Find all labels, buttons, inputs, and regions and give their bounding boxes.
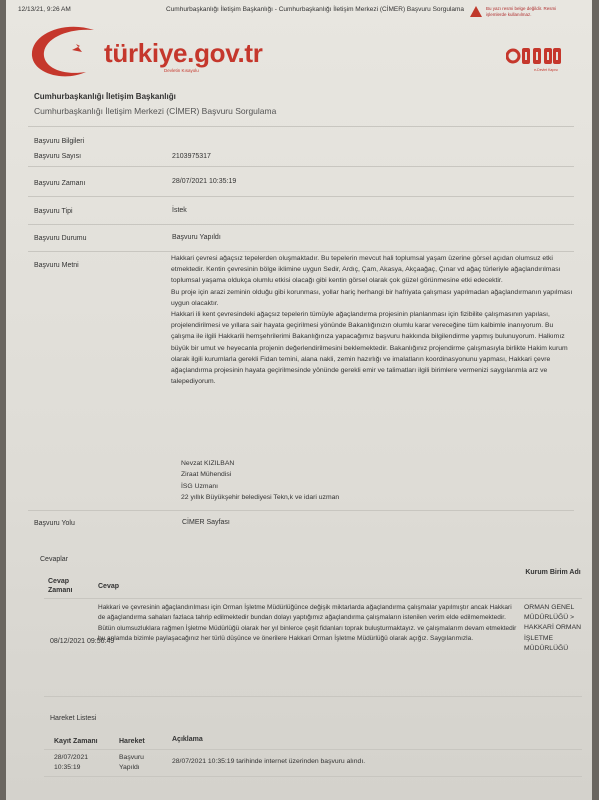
- col-header-cevap: Cevap: [98, 583, 120, 590]
- field-label-metin: Başvuru Metni: [34, 262, 79, 269]
- crescent-swoosh-icon: [24, 22, 104, 82]
- not-official-warning: [470, 6, 582, 17]
- field-label-yolu: Başvuru Yolu: [34, 520, 75, 527]
- divider: [44, 776, 582, 777]
- hareket-zamani: 28/07/2021 10:35:19: [54, 754, 89, 771]
- print-header: [18, 6, 582, 20]
- hareket-aciklama: 28/07/2021 10:35:19 tarihinde internet üzerinden başvuru alındı.: [172, 758, 366, 765]
- metin-paragraph: Hakkari çevresi ağaçsız tepelerden oluşmaktadır. Bu tepelerin mevcut hali toplumsal yaşam üzerine görsel açıdan olumsuz etki etmektedir. Kentin çevresinin bölge iklimine uygun Sedir, Ardıç, Çam, Akasya, Akçaağaç, Çınar vd ağaç türleriyle ağaçlandırılması toplumsal yaşama oldukça olumlu etkisi olacağı gibi kentin görsel olarak çok güzel görünmesine etki edecektir.: [171, 255, 561, 285]
- signature-title: Ziraat Mühendisi: [181, 471, 232, 479]
- metin-paragraph: Bu proje için arazi zeminin olduğu gibi korunması, yollar hariç herhangi bir hafriyata çalışması yapılmadan ağaçlandırmanın yapılması uygun olacaktır.: [171, 288, 573, 307]
- divider: [28, 251, 574, 252]
- col-header-hareket: Hareket: [119, 738, 145, 745]
- divider: [28, 224, 574, 225]
- edevlet-subtitle: e-Devlet Kapısı: [534, 68, 558, 72]
- section-title-cevaplar: Cevaplar: [40, 556, 69, 563]
- field-label-tipi: Başvuru Tipi: [34, 208, 73, 215]
- print-page-title: Cumhurbaşkanlığı İletişim Başkanlığı - Cumhurbaşkanlığı İletişim Merkezi (CİMER) Başvuru Sorgulama: [166, 6, 465, 13]
- kurum-birim: ORMAN GENEL MÜDÜRLÜĞÜ > HAKKARİ ORMAN İŞLETME MÜDÜRLÜĞÜ: [524, 604, 582, 652]
- col-header-kurum: Kurum Birim Adı: [525, 569, 581, 576]
- col-header-kayit-zamani: Kayıt Zamanı: [54, 738, 98, 745]
- field-value-tipi: İstek: [172, 207, 187, 214]
- section-title-hareket: Hareket Listesi: [50, 715, 97, 722]
- turkiye-gov-logo: [24, 22, 284, 82]
- document-page: [6, 0, 592, 800]
- field-label-zaman: Başvuru Zamanı: [34, 180, 86, 187]
- signature-name: Nevzat KIZILBAN: [181, 460, 235, 467]
- section-title-basvuru: Başvuru Bilgileri: [34, 138, 85, 145]
- divider: [28, 196, 574, 197]
- field-value-yolu: CİMER Sayfası: [182, 519, 230, 526]
- field-value-sayi: 2103975317: [172, 153, 211, 160]
- divider: [28, 126, 574, 127]
- cevap-zamani: 08/12/2021 09:56:49: [50, 638, 115, 645]
- field-value-durum: Başvuru Yapıldı: [172, 234, 221, 241]
- basvuru-metni: [171, 253, 573, 387]
- signature-title: İSG Uzmanı: [181, 482, 219, 490]
- field-label-sayi: Başvuru Sayısı: [34, 153, 82, 160]
- page-title: Cumhurbaşkanlığı İletişim Merkezi (CİMER) Başvuru Sorgulama: [34, 106, 277, 116]
- field-label-durum: Başvuru Durumu: [34, 235, 87, 242]
- org-name: Cumhurbaşkanlığı İletişim Başkanlığı: [34, 92, 176, 101]
- divider: [44, 696, 582, 697]
- divider: [28, 166, 574, 167]
- metin-paragraph: Hakkari ili kent çevresindeki ağaçsız tepelerin tümüyle ağaçlandırma projesinin planlanması için fizibilite çalışmasının yapılası, projelendirilmesi ve yıllara sair hayata geçirilmesi yönünde Bakanlığınızın olumlu karar vereceğine tüm kalbimle inanıyorum. Bu çalışma ile ilgili Hakkarili hemşehrilerimi Bakanlığınıza yapacağımız başvuru hakkında bilgilendirme yapmış bulunuyorum. Halkımız büyük bir umut ve heyecanla projenin değerlendirilmesini beklemektedir. Bakanlığınız projendirme çalışmasıyla birlikte Hakim kurum olarak ilgili kurumlarla gerekli Fidan temini, alana nakli, zemin hazırlığı ve imalatların koordinasyonunu yapması, Hakkari çevre ağaçlandırma projesinin hayata geçirilmesinde yönünde gerekli emir ve talimatları ilgili birimlere vermenizi saygılarımla arz ve talepediyorum.: [171, 311, 568, 386]
- divider: [44, 598, 582, 599]
- edevlet-logo-icon: [506, 44, 562, 68]
- divider: [44, 749, 582, 750]
- signature-title: 22 yıllık Büyükşehir belediyesi Tekn,k ve idari uzman: [181, 493, 340, 501]
- warning-icon: [470, 6, 482, 17]
- warning-text: Bu yazı resmi belge değildir. Resmi işlemlerde kullanılmaz.: [486, 6, 557, 17]
- divider: [28, 510, 574, 511]
- logo-subtitle: Devletin Kısayolu: [164, 68, 199, 73]
- signature-block: [181, 458, 339, 503]
- field-value-zaman: 28/07/2021 10:35:19: [172, 178, 237, 185]
- cevap-text: Hakkari ve çevresinin ağaçlandırılması için Orman İşletme Müdürlüğünce değişik miktarlarda ağaçlandırma çalışmalar yapılmıştır ancak Hakkari de ağaçlandırma sahaları fazlaca tahrip edilmektedir bundan dolayı yaptığımız ağaçlandırma çalışmaların istenilen verim elde edilmemektedir. Bütün olumsuzluklara rağmen İşletme Müdürlüğü olarak her yıl binlerce çeşit fidanları toprak buluşturmaktayız. ve çalışmalarım devam etmektedir bu anlamda bizimle paylaşacağınız her türlü düşünce ve önerilere Hakkari Orman İşletme Müdürlüğü olarak açığız. Saygılarımızla.: [98, 604, 517, 643]
- logo-text: türkiye.gov.tr: [104, 38, 263, 68]
- col-header-cevap-zamani: Cevap Zamanı: [48, 578, 73, 594]
- print-datetime: 12/13/21, 9:26 AM: [18, 6, 71, 13]
- hareket-tipi: Başvuru Yapıldı: [119, 754, 144, 771]
- col-header-aciklama: Açıklama: [172, 736, 203, 743]
